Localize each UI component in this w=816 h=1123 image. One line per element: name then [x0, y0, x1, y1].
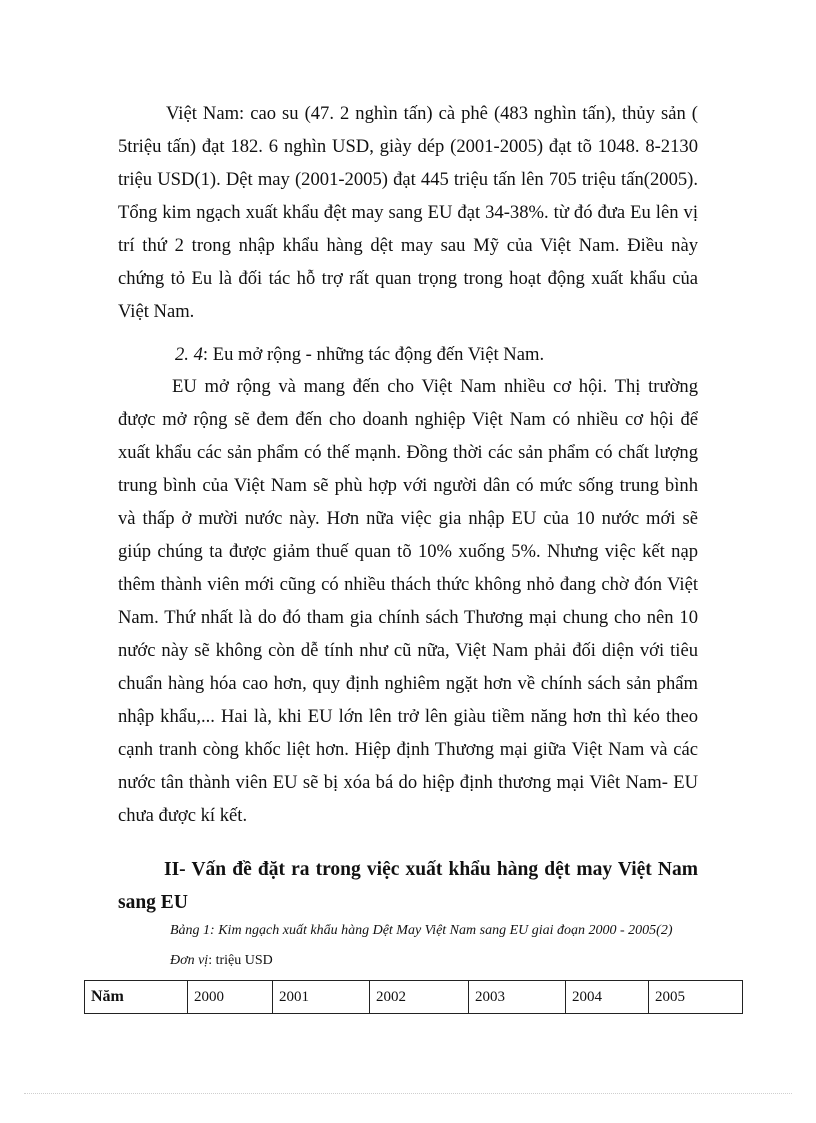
table-cell-year-label: Năm [85, 981, 188, 1014]
paragraph-exports-summary: Việt Nam: cao su (47. 2 nghìn tấn) cà phê (483 nghìn tấn), thủy sản ( 5triệu tấn) đạt 182. 6 nghìn USD, giày dép (2001-2005) đạt tõ 1048. 8-2130 triệu USD(1). Dệt may (2001-2005) đạt 445 triệu tấn lên 705 triệu tấn(2005). Tổng kim ngạch xuất khẩu đệt may sang EU đạt 34-38%. từ đó đưa Eu lên vị trí thứ 2 trong nhập khẩu hàng dệt may sau Mỹ của Việt Nam. Điều này chứng tỏ Eu là đối tác hỗ trợ rất quan trọng trong hoạt động xuất khẩu của Việt Nam. [118, 103, 698, 322]
table-cell: 2003 [469, 981, 566, 1014]
table-cell: 2001 [273, 981, 370, 1014]
page-bottom-rule [24, 1093, 792, 1094]
table-cell: 2005 [649, 981, 743, 1014]
section-title: : Eu mở rộng - những tác động đến Việt Nam. [202, 344, 545, 365]
table-row [85, 981, 743, 1014]
export-table [84, 980, 743, 1014]
unit-value: : triệu USD [208, 953, 273, 968]
section-heading-2-4 [175, 338, 695, 371]
table-cell: 2002 [370, 981, 469, 1014]
table-caption: Bảng 1: Kim ngạch xuất khẩu hàng Dệt May Việt Nam sang EU giai đoạn 2000 - 2005(2) [170, 923, 673, 938]
heading-section-II: II- Vấn đề đặt ra trong việc xuất khẩu hàng dệt may Việt Nam sang EU [118, 859, 698, 913]
unit-label: Đơn vị [170, 953, 209, 968]
section-number: 2. 4 [175, 344, 203, 365]
paragraph-eu-expansion: EU mở rộng và mang đến cho Việt Nam nhiều cơ hội. Thị trường được mở rộng sẽ đem đến cho doanh nghiệp Việt Nam có nhiều cơ hội để xuất khẩu các sản phẩm có thế mạnh. Đồng thời các sản phẩm có chất lượng trung bình của Việt Nam sẽ phù hợp với người dân có mức sống trung bình và thấp ở mười nước này. Hơn nữa việc gia nhập EU của 10 nước mới sẽ giúp chúng ta được giảm thuế quan tõ 10% xuống 5%. Nhưng việc kết nạp thêm thành viên mới cũng có nhiều thách thức không nhỏ đang chờ đón Việt Nam. Thứ nhất là do đó tham gia chính sách Thương mại chung cho nên 10 nước này sẽ không còn dễ tính như cũ nữa, Việt Nam phải đối diện với tiêu chuẩn hàng hóa cao hơn, quy định nghiêm ngặt hơn về chính sách sản phẩm nhập khẩu,... Hai là, khi EU lớn lên trở lên giàu tiềm năng hơn thì kéo theo cạnh tranh còng khốc liệt hơn. Hiệp định Thương mại giữa Việt Nam và các nước tân thành viên EU sẽ bị xóa bá do hiệp định thương mại Viêt Nam- EU chưa được kí kết. [118, 376, 698, 826]
table-cell: 2000 [188, 981, 273, 1014]
table-unit [170, 953, 273, 969]
table-cell: 2004 [566, 981, 649, 1014]
